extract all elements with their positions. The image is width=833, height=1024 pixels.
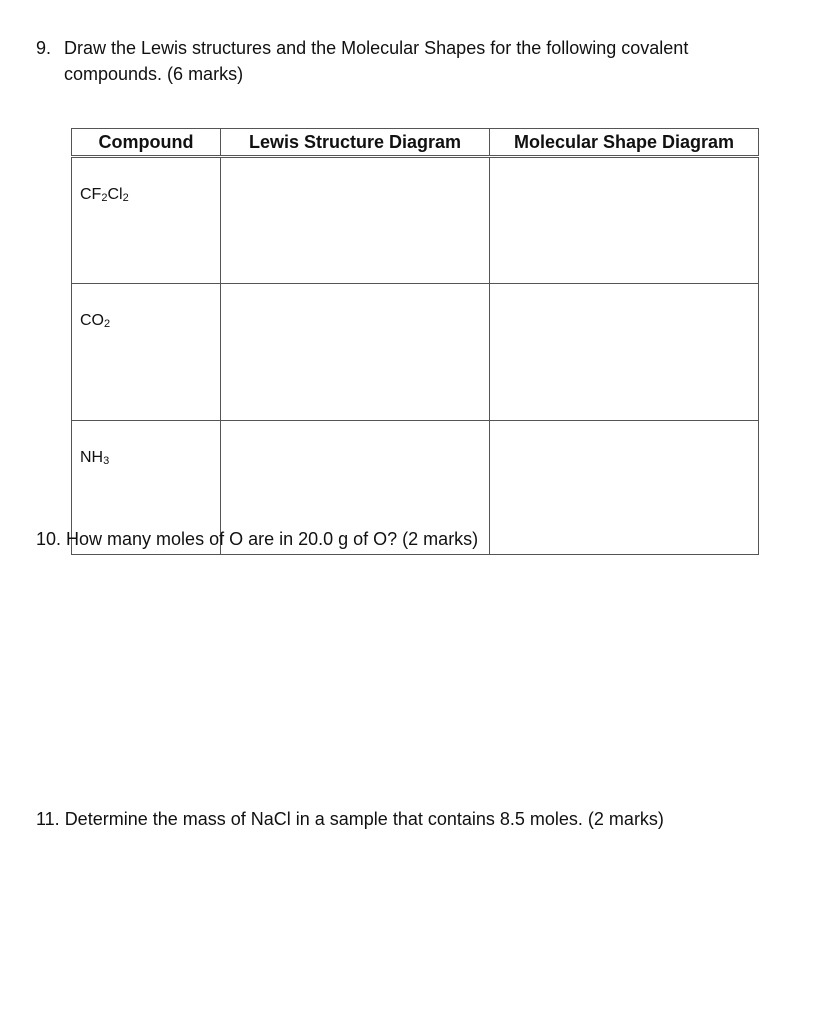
table-row: [72, 157, 759, 284]
shape-answer-cell[interactable]: [490, 157, 759, 284]
question-11: 11. Determine the mass of NaCl in a sample that contains 8.5 moles. (2 marks): [36, 809, 664, 829]
question-9-line1: [36, 35, 776, 61]
lewis-answer-cell[interactable]: [221, 157, 490, 284]
question-9-line2: compounds. (6 marks): [64, 64, 244, 84]
question-10: 10. How many moles of O are in 20.0 g of O? (2 marks): [36, 529, 479, 549]
compound-co2: $CO_2$: [72, 284, 221, 421]
compound-cf2cl2: $CF_2Cl_2$: [72, 157, 221, 284]
header-molecular-shape: Molecular Shape Diagram: [490, 129, 759, 157]
header-lewis-structure: Lewis Structure Diagram: [221, 129, 490, 157]
compound-nh3: $NH_3$: [72, 421, 221, 555]
header-compound: Compound: [72, 129, 221, 157]
compound-table: [71, 128, 759, 555]
table-row: [72, 284, 759, 421]
question-9: [36, 35, 776, 87]
question-9-number: 9.: [36, 38, 52, 58]
shape-answer-cell[interactable]: [490, 284, 759, 421]
table-header-row: [72, 129, 759, 157]
lewis-answer-cell[interactable]: [221, 284, 490, 421]
question-9-text: Draw the Lewis structures and the Molecular Shapes for the following covalent: [64, 38, 689, 58]
shape-answer-cell[interactable]: [490, 421, 759, 555]
